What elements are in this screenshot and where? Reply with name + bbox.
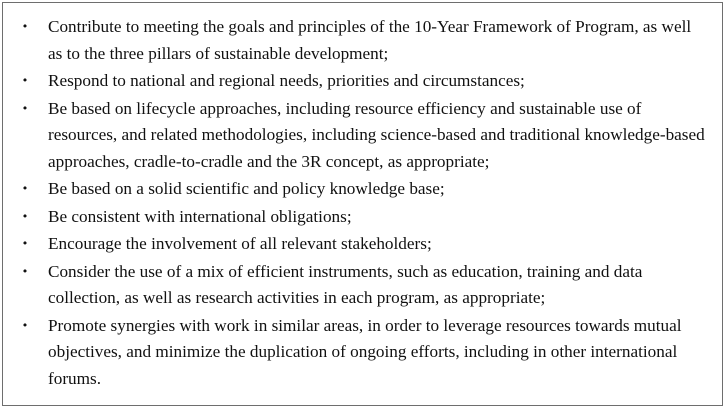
list-item bbox=[3, 259, 722, 312]
list-item bbox=[3, 14, 722, 67]
bullet-list bbox=[3, 14, 722, 393]
list-item bbox=[3, 68, 722, 95]
bullet-icon: • bbox=[21, 101, 29, 115]
list-item-text: Be based on lifecycle approaches, including resource efficiency and sustainable use of resources, and related methodologies, including science-based and traditional knowledge-based approaches, cradle-to-cradle and the 3R concept, as appropriate; bbox=[48, 98, 705, 171]
list-item-text: Contribute to meeting the goals and principles of the 10-Year Framework of Program, as well as to the three pillars of sustainable development; bbox=[48, 17, 692, 63]
list-item bbox=[3, 204, 722, 231]
bordered-text-box bbox=[2, 2, 723, 406]
list-item-text: Consider the use of a mix of efficient instruments, such as education, training and data collection, as well as research activities in each program, as appropriate; bbox=[48, 261, 643, 307]
list-item-text: Respond to national and regional needs, priorities and circumstances; bbox=[48, 71, 525, 90]
list-item bbox=[3, 313, 722, 393]
bullet-icon: • bbox=[21, 20, 29, 33]
bullet-icon: • bbox=[21, 74, 29, 87]
bullet-icon: • bbox=[21, 264, 29, 278]
list-item bbox=[3, 231, 722, 258]
list-item-text: Be consistent with international obligations; bbox=[48, 206, 352, 226]
list-item bbox=[3, 176, 722, 203]
bullet-icon: • bbox=[21, 182, 29, 195]
list-item-text: Be based on a solid scientific and policy knowledge base; bbox=[48, 179, 445, 198]
bullet-icon: • bbox=[21, 237, 29, 250]
list-item-text: Promote synergies with work in similar areas, in order to leverage resources towards mutual objectives, and minimize the duplication of ongoing efforts, including in other international forums. bbox=[48, 315, 682, 388]
bullet-icon: • bbox=[21, 209, 29, 223]
bullet-icon: • bbox=[21, 318, 29, 332]
list-item bbox=[3, 96, 722, 176]
list-item-text: Encourage the involvement of all relevant stakeholders; bbox=[48, 234, 432, 253]
